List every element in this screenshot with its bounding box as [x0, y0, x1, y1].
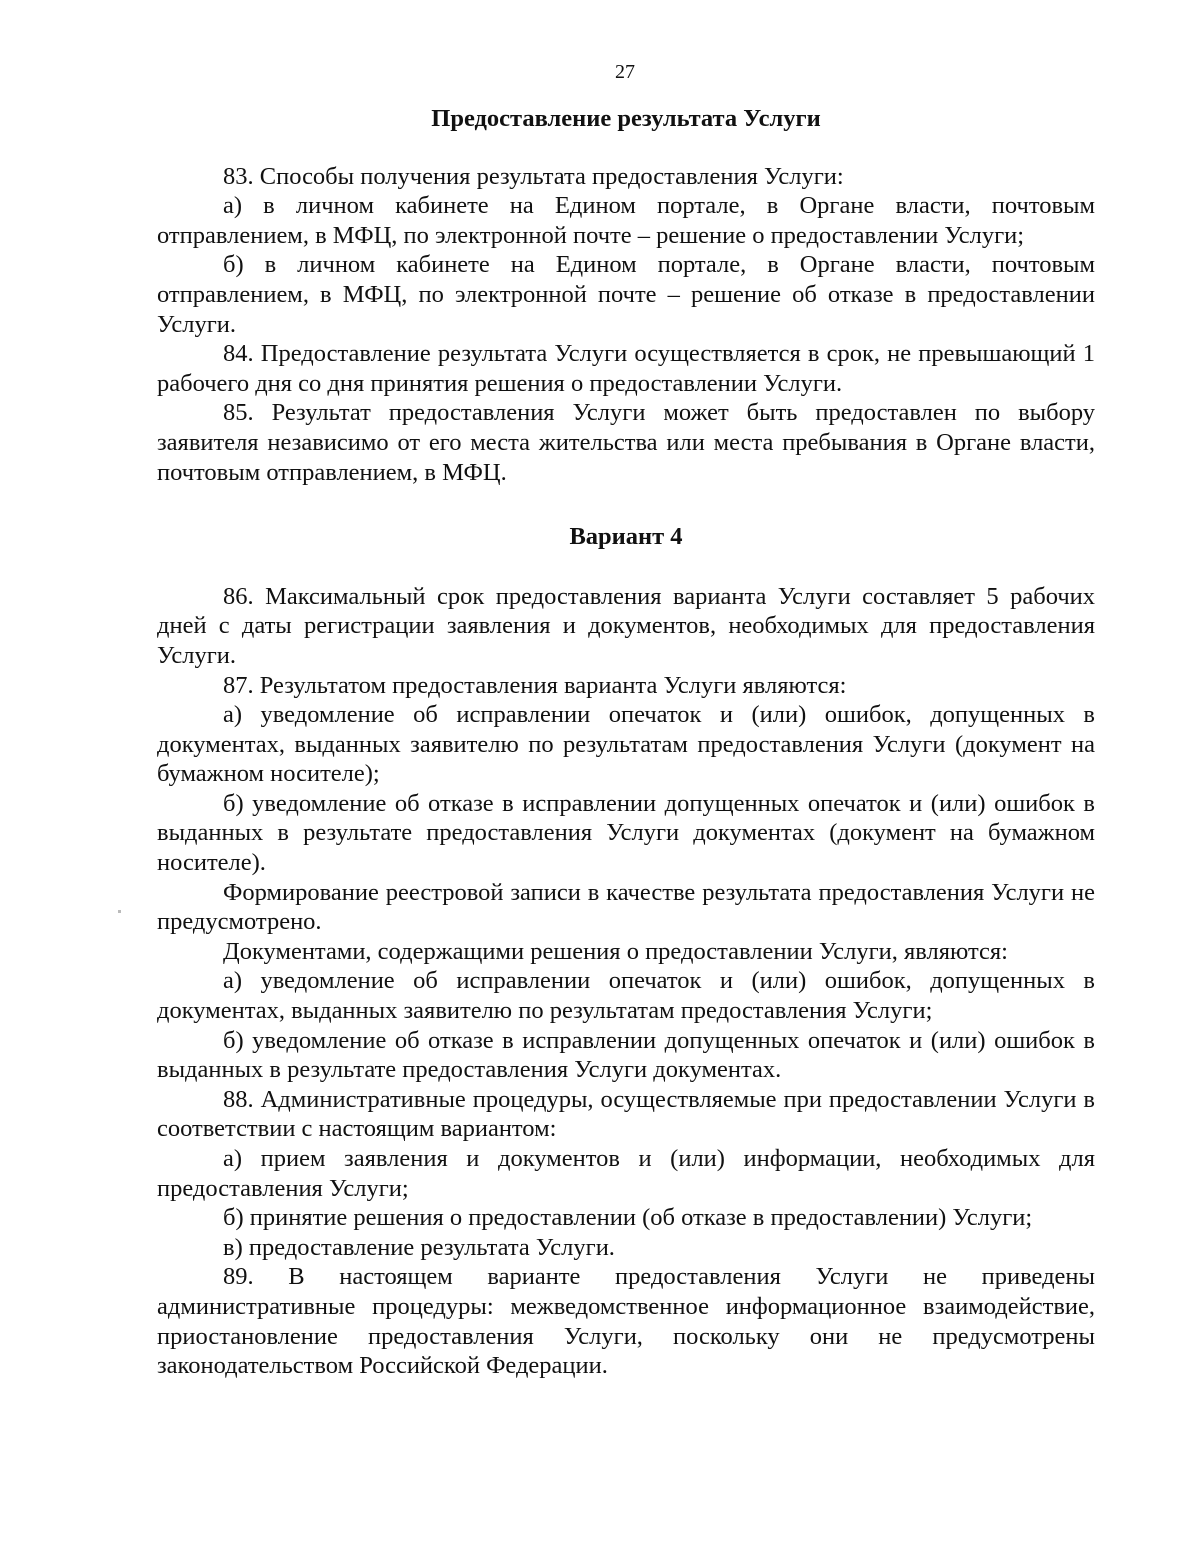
paragraph-decision-b: б) уведомление об отказе в исправлении допущенных опечаток и (или) ошибок в выданных в результате предоставления Услуги документах. [157, 1026, 1095, 1084]
section-heading-result: Предоставление результата Услуги [431, 105, 821, 132]
paragraph-87: 87. Результатом предоставления варианта Услуги являются: [223, 671, 847, 699]
paragraph-88: 88. Административные процедуры, осуществляемые при предоставлении Услуги в соответствии с настоящим вариантом: [157, 1085, 1095, 1143]
paragraph-83-b: б) в личном кабинете на Едином портале, в Органе власти, почтовым отправлением, в МФЦ, по электронной почте – решение об отказе в предоставлении Услуги. [157, 251, 1095, 338]
paragraph-88-c: в) предоставление результата Услуги. [223, 1233, 615, 1261]
paragraph-88-a: а) прием заявления и документов и (или) информации, необходимых для предоставления Услуги; [157, 1145, 1095, 1202]
paragraph-87-a: а) уведомление об исправлении опечаток и (или) ошибок, допущенных в документах, выданных заявителю по результатам предоставления Услуги (документ на бумажном носителе); [157, 701, 1095, 788]
paragraph-86: 86. Максимальный срок предоставления варианта Услуги составляет 5 рабочих дней с даты регистрации заявления и документов, необходимых для предоставления Услуги. [157, 582, 1095, 669]
paragraph-89: 89. В настоящем варианте предоставления Услуги не приведены административные процедуры: межведомственное информационное взаимодействие, приостановление предоставления Услуги, поскольку они не предусмотрены законодательством Российской Федерации. [157, 1263, 1095, 1380]
scan-speck [118, 910, 121, 913]
paragraph-88-b: б) принятие решения о предоставлении (об отказе в предоставлении) Услуги; [223, 1204, 1033, 1232]
paragraph-87-b: б) уведомление об отказе в исправлении допущенных опечаток и (или) ошибок в выданных в результате предоставления Услуги документах (документ на бумажном носителе). [157, 789, 1095, 877]
page-number: 27 [615, 61, 635, 83]
paragraph-decision-a: а) уведомление об исправлении опечаток и (или) ошибок, допущенных в документах, выданных заявителю по результатам предоставления Услуги; [157, 967, 1095, 1025]
document-body [157, 104, 1095, 1381]
paragraph-83-a: а) в личном кабинете на Едином портале, в Органе власти, почтовым отправлением, в МФЦ, по электронной почте – решение о предоставлении Услуги; [157, 192, 1095, 249]
paragraph-84: 84. Предоставление результата Услуги осуществляется в срок, не превышающий 1 рабочего дня со дня принятия решения о предоставлении Услуги. [157, 340, 1095, 397]
paragraph-83: 83. Способы получения результата предоставления Услуги: [223, 162, 844, 190]
paragraph-decision-documents: Документами, содержащими решения о предоставлении Услуги, являются: [223, 937, 1008, 965]
paragraph-registry-note: Формирование реестровой записи в качестве результата предоставления Услуги не предусмотрено. [157, 878, 1095, 936]
section-heading-variant-4: Вариант 4 [569, 523, 683, 551]
paragraph-85: 85. Результат предоставления Услуги может быть предоставлен по выбору заявителя независимо от его места жительства или места пребывания в Органе власти, почтовым отправлением, в МФЦ. [157, 399, 1095, 486]
